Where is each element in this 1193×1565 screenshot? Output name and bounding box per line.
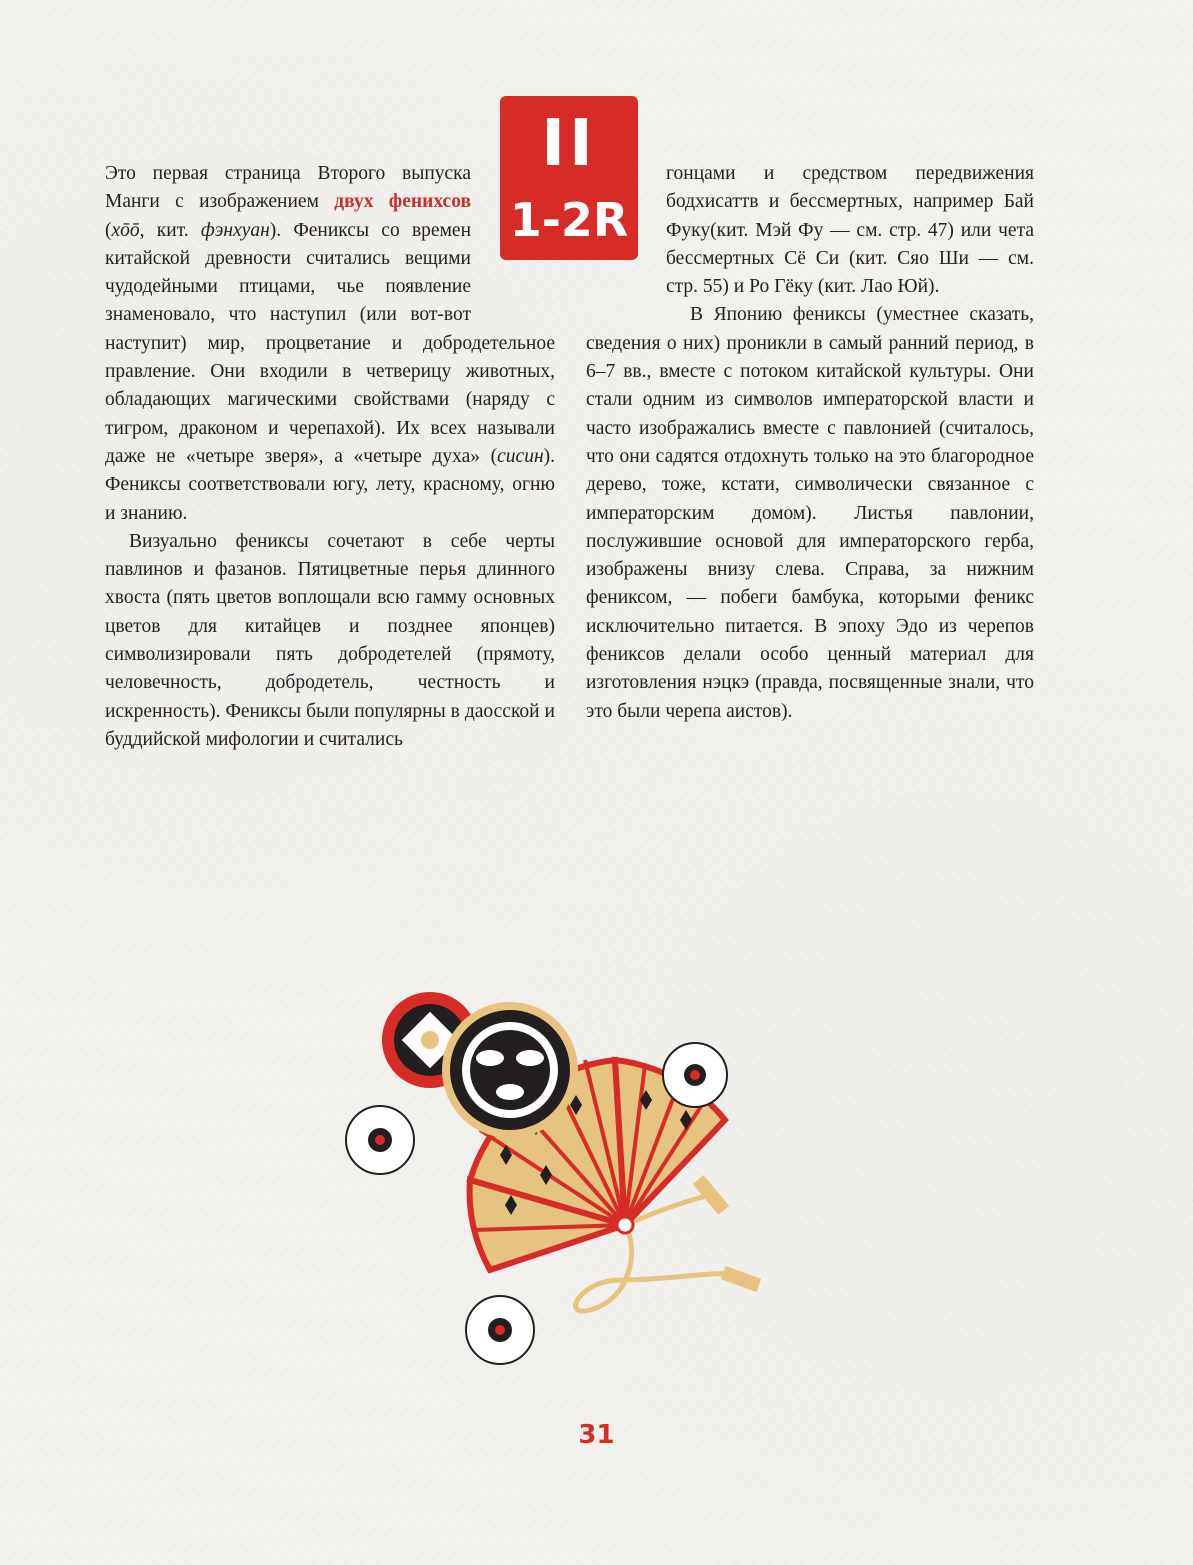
page-number: 31	[578, 1420, 615, 1450]
stamp-page-code: 1-2R	[509, 193, 629, 247]
right-paragraph-2: В Японию фениксы (уместнее сказать, сведения о них) проникли в самый ранний период, в 6–7 вв., вместе с потоком китайской культуры. Они стали одним из символов императорской власти и часто изображались вместе с павлонией (считалось, что они садятся отдохнуть только на это благородное дерево, тоже, кстати, символически связанное с императорским домом). Листья павлонии, послужившие основой для императорского герба, изображены внизу слева. Справа, за нижним фениксом, — побеги бамбука, которыми феникс исключительно питается. В эпоху Эдо из черепов фениксов делали особо ценный материал для изготовления нэцкэ (правда, посвященные знали, что это были черепа аистов).	[586, 304, 1034, 722]
right-paragraph-1: гонцами и средством передвижения бодхисаттв и бессмертных, например Бай Фуку(кит. Мэй Фу — см. стр. 47) или чета бессмертных Сё Си (кит. Сяо Ши — см. стр. 55) и Ро Гёку (кит. Лао Юй).	[666, 163, 1034, 298]
fan-ornament-illustration	[340, 980, 770, 1380]
left-column	[105, 160, 555, 754]
stamp-volume: II	[541, 107, 597, 181]
chrysanthemum-crest-icon	[442, 1002, 578, 1138]
right-column	[586, 160, 1034, 726]
left-paragraph-2: Визуально фениксы сочетают в себе черты павлинов и фазанов. Пятицветные перья длинного хвоста (пять цветов воплощали всю гамму основных цветов для китайцев и позднее японцев) символизировали пять добродетелей (прямоту, человечность, добродетель, честность и искренность). Фениксы были популярны в даосской и буддийской мифологии и считались	[105, 530, 555, 750]
left-paragraph-1: Это первая страница Второго выпуска Манги с изображением двух фенихсов (хōō, кит. фэнхуан). Фениксы со времен китайской древности считались вещими чудодейными птицами, чье появление знаменовало, что наступил (или вот-вот наступит) мир, процветание и добродетельное правление. Они входили в четверицу животных, обладающих магическими свойствами (наряду с тигром, драконом и черепахой). Их всех называли даже не «четыре зверя», а «четыре духа» (сисин). Фениксы соответствовали югу, лету, красному, огню и знанию.	[105, 163, 555, 524]
highlight-term: двух фенихсов	[334, 191, 471, 213]
